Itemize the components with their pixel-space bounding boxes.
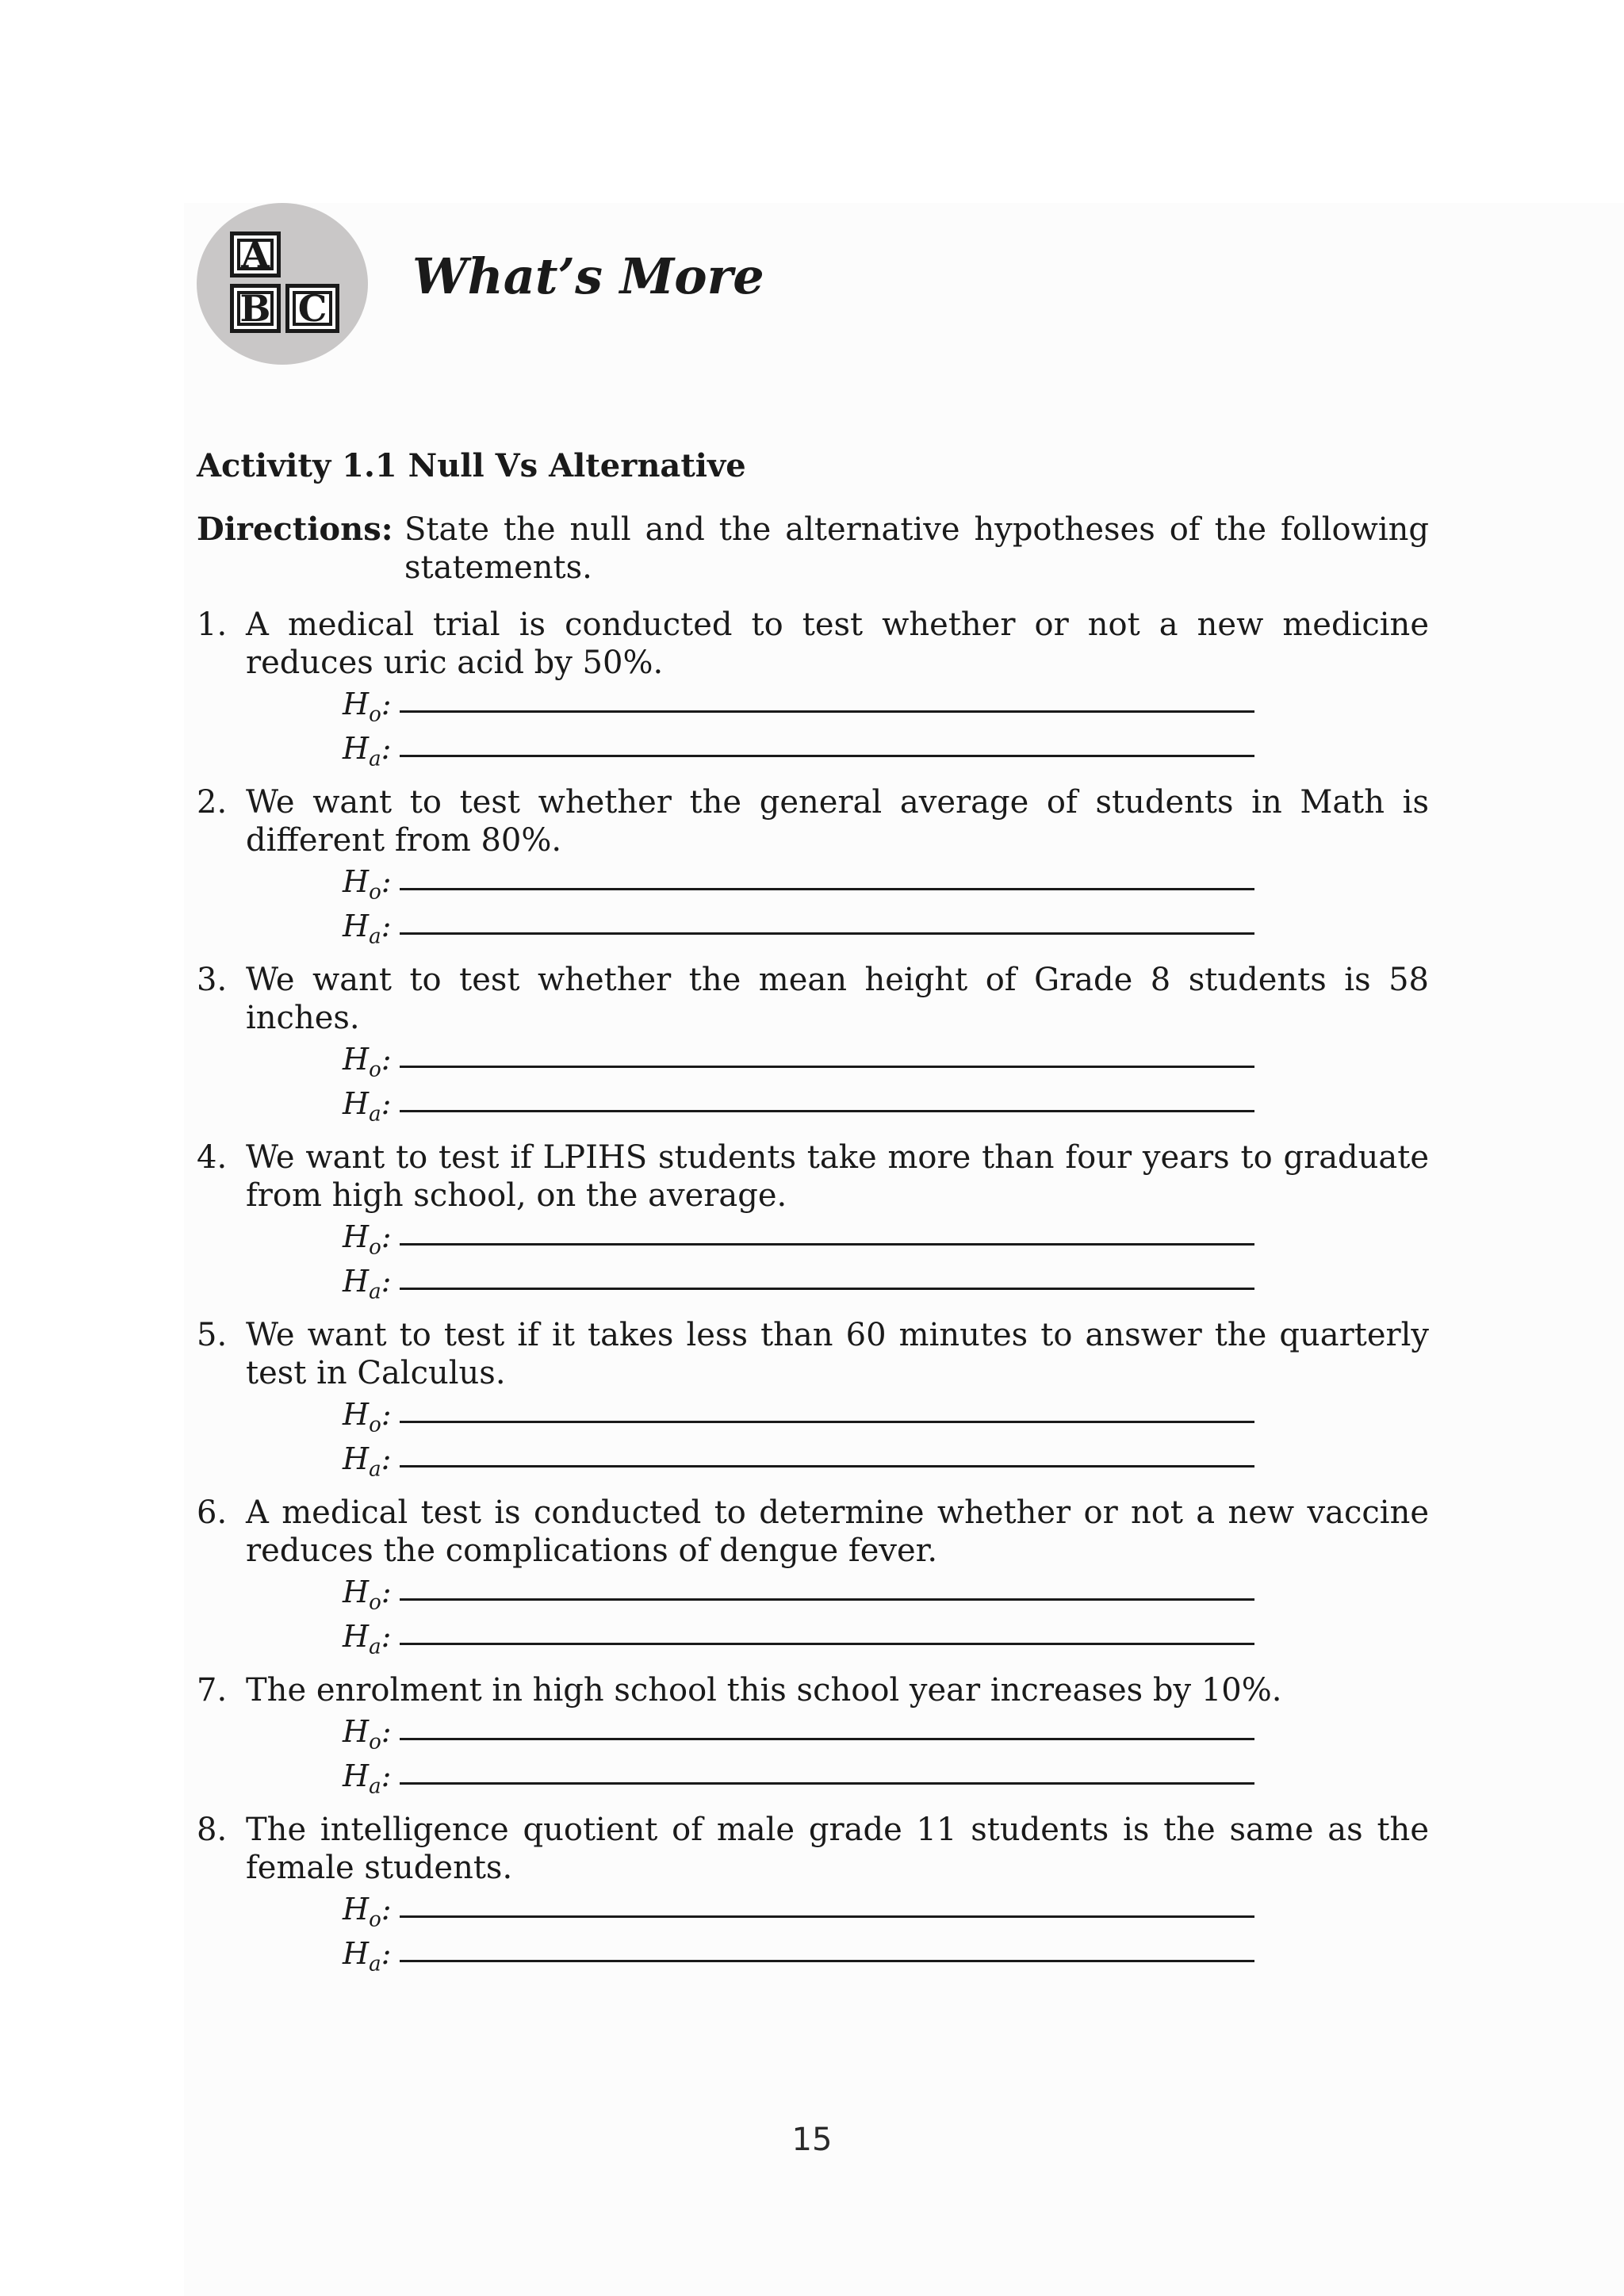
alternative-hypothesis-row — [343, 1259, 1429, 1303]
alternative-hypothesis-answer-field[interactable] — [400, 932, 1254, 935]
alternative-hypothesis-label — [343, 1440, 400, 1489]
null-hypothesis-symbol: H — [343, 1397, 370, 1432]
alternative-hypothesis-label — [343, 1757, 400, 1806]
alternative-hypothesis-answer-field[interactable] — [400, 1288, 1254, 1290]
question-number: 4. — [197, 1139, 228, 1176]
null-hypothesis-subscript: o — [369, 702, 381, 727]
alternative-hypothesis-colon: : — [381, 731, 392, 766]
question-number: 1. — [197, 607, 228, 643]
directions-text: State the null and the alternative hypotheses of the following statements. — [404, 511, 1429, 586]
section-title: What’s More — [412, 247, 764, 305]
alternative-hypothesis-symbol: H — [343, 1619, 370, 1654]
null-hypothesis-symbol: H — [343, 1892, 370, 1927]
question-text: We want to test if it takes less than 60 minutes to answer the quarterly test in Calculus. — [246, 1317, 1429, 1391]
null-hypothesis-answer-field[interactable] — [400, 710, 1254, 713]
question-number: 6. — [197, 1494, 228, 1531]
alternative-hypothesis-label — [343, 1085, 400, 1134]
alternative-hypothesis-symbol: H — [343, 1086, 370, 1121]
question-text: We want to test whether the general average of students in Math is different from 80%. — [246, 784, 1429, 859]
null-hypothesis-answer-field[interactable] — [400, 1598, 1254, 1601]
null-hypothesis-row — [343, 1570, 1429, 1614]
null-hypothesis-subscript: o — [369, 1590, 381, 1615]
alternative-hypothesis-colon: : — [381, 1619, 392, 1654]
alternative-hypothesis-label — [343, 1617, 400, 1667]
alternative-hypothesis-row — [343, 1081, 1429, 1126]
question-number: 8. — [197, 1812, 228, 1848]
alternative-hypothesis-subscript: a — [369, 1635, 381, 1659]
null-hypothesis-symbol: H — [343, 1219, 370, 1254]
null-hypothesis-answer-field[interactable] — [400, 888, 1254, 890]
question-text: We want to test if LPIHS students take more than four years to graduate from high school, on the average. — [246, 1139, 1429, 1214]
question-text: The intelligence quotient of male grade 11 students is the same as the female students. — [246, 1812, 1429, 1886]
alternative-hypothesis-colon: : — [381, 1264, 392, 1299]
alternative-hypothesis-label — [343, 729, 400, 779]
alternative-hypothesis-colon: : — [381, 1936, 392, 1971]
abc-blocks-icon — [197, 203, 368, 365]
null-hypothesis-answer-field[interactable] — [400, 1738, 1254, 1740]
alternative-hypothesis-symbol: H — [343, 1758, 370, 1793]
alternative-hypothesis-subscript: a — [369, 924, 381, 949]
question-item — [197, 1671, 1429, 1798]
null-hypothesis-row — [343, 1887, 1429, 1931]
alternative-hypothesis-subscript: a — [369, 1952, 381, 1976]
alternative-hypothesis-symbol: H — [343, 1441, 370, 1476]
null-hypothesis-answer-field[interactable] — [400, 1243, 1254, 1246]
null-hypothesis-colon: : — [381, 1042, 392, 1077]
question-item — [197, 1138, 1429, 1303]
page-number: 15 — [791, 2122, 833, 2158]
question-item — [197, 1811, 1429, 1976]
alternative-hypothesis-symbol: H — [343, 1264, 370, 1299]
question-text: The enrolment in high school this school year increases by 10%. — [246, 1672, 1282, 1709]
alternative-hypothesis-answer-field[interactable] — [400, 1643, 1254, 1645]
question-number: 2. — [197, 784, 228, 821]
null-hypothesis-row — [343, 859, 1429, 904]
logo-block-a: A — [230, 232, 281, 277]
alternative-hypothesis-colon: : — [381, 1441, 392, 1476]
null-hypothesis-symbol: H — [343, 864, 370, 899]
question-text: A medical test is conducted to determine whether or not a new vaccine reduces the complications of dengue fever. — [246, 1494, 1429, 1569]
question-number: 7. — [197, 1672, 228, 1709]
alternative-hypothesis-label — [343, 907, 400, 956]
null-hypothesis-symbol: H — [343, 1575, 370, 1609]
alternative-hypothesis-colon: : — [381, 1086, 392, 1121]
null-hypothesis-row — [343, 1709, 1429, 1754]
question-item — [197, 606, 1429, 771]
question-item — [197, 1494, 1429, 1659]
question-item — [197, 783, 1429, 948]
question-text: We want to test whether the mean height of Grade 8 students is 58 inches. — [246, 962, 1429, 1036]
alternative-hypothesis-colon: : — [381, 1758, 392, 1793]
alternative-hypothesis-subscript: a — [369, 1457, 381, 1482]
null-hypothesis-subscript: o — [369, 1235, 381, 1260]
alternative-hypothesis-subscript: a — [369, 747, 381, 771]
logo-block-c: C — [285, 284, 339, 333]
alternative-hypothesis-subscript: a — [369, 1774, 381, 1799]
question-item — [197, 961, 1429, 1126]
null-hypothesis-colon: : — [381, 1714, 392, 1749]
activity-title: Activity 1.1 Null Vs Alternative — [197, 447, 746, 484]
null-hypothesis-answer-field[interactable] — [400, 1066, 1254, 1068]
null-hypothesis-row — [343, 682, 1429, 726]
null-hypothesis-colon: : — [381, 1219, 392, 1254]
directions — [197, 511, 1429, 587]
question-number: 3. — [197, 962, 228, 998]
alternative-hypothesis-symbol: H — [343, 909, 370, 943]
null-hypothesis-colon: : — [381, 1575, 392, 1609]
null-hypothesis-symbol: H — [343, 687, 370, 721]
null-hypothesis-answer-field[interactable] — [400, 1421, 1254, 1423]
alternative-hypothesis-row — [343, 726, 1429, 771]
null-hypothesis-answer-field[interactable] — [400, 1915, 1254, 1918]
null-hypothesis-subscript: o — [369, 880, 381, 905]
alternative-hypothesis-label — [343, 1262, 400, 1311]
alternative-hypothesis-answer-field[interactable] — [400, 1782, 1254, 1785]
alternative-hypothesis-row — [343, 904, 1429, 948]
question-item — [197, 1316, 1429, 1481]
alternative-hypothesis-row — [343, 1437, 1429, 1481]
alternative-hypothesis-symbol: H — [343, 1936, 370, 1971]
alternative-hypothesis-answer-field[interactable] — [400, 755, 1254, 757]
alternative-hypothesis-row — [343, 1754, 1429, 1798]
question-text: A medical trial is conducted to test whether or not a new medicine reduces uric acid by 50%. — [246, 607, 1429, 681]
null-hypothesis-symbol: H — [343, 1714, 370, 1749]
question-number: 5. — [197, 1317, 228, 1353]
null-hypothesis-subscript: o — [369, 1908, 381, 1932]
alternative-hypothesis-answer-field[interactable] — [400, 1110, 1254, 1112]
alternative-hypothesis-row — [343, 1931, 1429, 1976]
logo-block-b: B — [230, 284, 281, 333]
null-hypothesis-colon: : — [381, 687, 392, 721]
alternative-hypothesis-label — [343, 1934, 400, 1984]
alternative-hypothesis-row — [343, 1614, 1429, 1659]
alternative-hypothesis-symbol: H — [343, 731, 370, 766]
alternative-hypothesis-answer-field[interactable] — [400, 1960, 1254, 1962]
directions-label: Directions: — [197, 511, 393, 548]
null-hypothesis-colon: : — [381, 864, 392, 899]
null-hypothesis-row — [343, 1215, 1429, 1259]
null-hypothesis-subscript: o — [369, 1413, 381, 1437]
alternative-hypothesis-answer-field[interactable] — [400, 1465, 1254, 1468]
null-hypothesis-row — [343, 1392, 1429, 1437]
alternative-hypothesis-subscript: a — [369, 1280, 381, 1304]
alternative-hypothesis-subscript: a — [369, 1102, 381, 1127]
null-hypothesis-colon: : — [381, 1397, 392, 1432]
null-hypothesis-colon: : — [381, 1892, 392, 1927]
alternative-hypothesis-colon: : — [381, 909, 392, 943]
null-hypothesis-symbol: H — [343, 1042, 370, 1077]
question-list — [197, 606, 1429, 1976]
null-hypothesis-subscript: o — [369, 1058, 381, 1082]
null-hypothesis-subscript: o — [369, 1730, 381, 1755]
null-hypothesis-row — [343, 1037, 1429, 1081]
